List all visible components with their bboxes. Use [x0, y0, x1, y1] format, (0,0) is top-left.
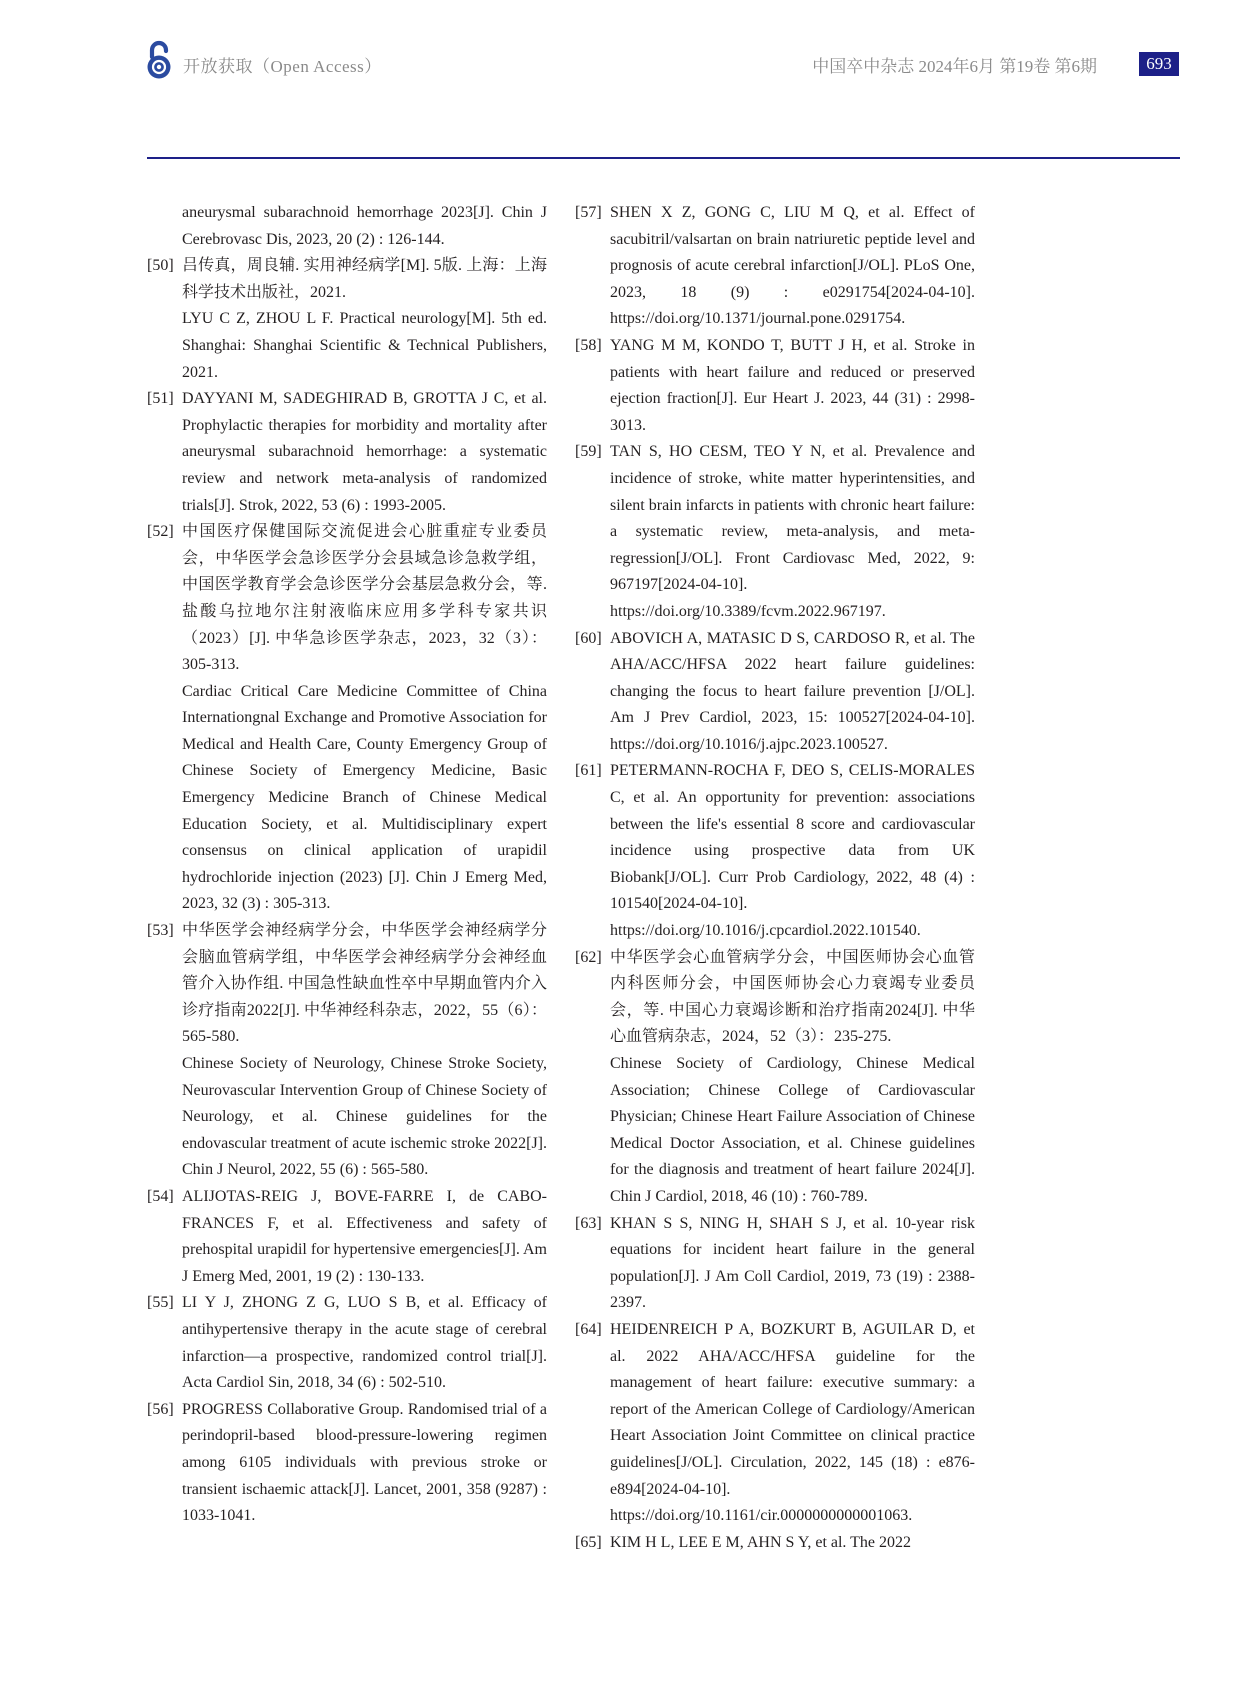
- journal-citation: 中国卒中杂志 2024年6月 第19卷 第6期: [812, 57, 1097, 76]
- reference-number: [63]: [575, 1214, 602, 1232]
- reference-entry: [147, 519, 547, 918]
- reference-text: TAN S, HO CESM, TEO Y N, et al. Prevalence and incidence of stroke, white matter hyperintensities, and silent brain infarcts in patients with chronic heart failure: a systematic review, meta-analysis, and meta-regression[J/OL]. Front Cardiovasc Med, 2022, 9: 967197[2024-04-10]. https://doi.org/10.3389/fcvm.2022.967197.: [610, 443, 975, 620]
- reference-text: SHEN X Z, GONG C, LIU M Q, et al. Effect of sacubitril/valsartan on brain natriuretic peptide level and prognosis of acute cerebral infarction[J/OL]. PLoS One, 2023, 18 (9) : e0291754[2024-04-10]. https://doi.org/10.1371/journal.pone.0291754.: [610, 204, 975, 328]
- page-header: [0, 0, 1241, 160]
- reference-text: ABOVICH A, MATASIC D S, CARDOSO R, et al. The AHA/ACC/HFSA 2022 heart failure guidelines: changing the focus to heart failure prevention [J/OL]. Am J Prev Cardiol, 2023, 15: 100527[2024-04-10]. https://doi.org/10.1016/j.ajpc.2023.100527.: [610, 629, 975, 753]
- reference-number: [53]: [147, 922, 174, 940]
- reference-number: [61]: [575, 762, 602, 780]
- reference-entry: [575, 1530, 975, 1557]
- reference-number: [64]: [575, 1320, 602, 1338]
- reference-entry: [575, 758, 975, 944]
- reference-entry: [575, 333, 975, 439]
- reference-number: [65]: [575, 1533, 602, 1551]
- reference-text: 中华医学会心血管病学分会，中国医师协会心血管内科医师分会，中国医师协会心力衰竭专业委员会，等. 中国心力衰竭诊断和治疗指南2024[J]. 中华心血管病杂志，2024，52（3）：235-275.: [610, 948, 975, 1046]
- reference-entry: [575, 1211, 975, 1317]
- reference-entry: [147, 1184, 547, 1290]
- reference-entry: [147, 1290, 547, 1396]
- reference-text: ALIJOTAS-REIG J, BOVE-FARRE I, de CABO-FRANCES F, et al. Effectiveness and safety of prehospital urapidil for hypertensive emergencies[J]. Am J Emerg Med, 2001, 19 (2) : 130-133.: [182, 1187, 547, 1285]
- reference-text: HEIDENREICH P A, BOZKURT B, AGUILAR D, et al. 2022 AHA/ACC/HFSA guideline for the management of heart failure: executive summary: a report of the American College of Cardiology/American Heart Association Joint Committee on clinical practice guidelines[J/OL]. Circulation, 2022, 145 (18) : e876-e894[2024-04-10]. https://doi.org/10.1161/cir.0000000000001063.: [610, 1320, 975, 1525]
- reference-number: [58]: [575, 336, 602, 354]
- reference-number: [56]: [147, 1400, 174, 1418]
- reference-text: Chinese Society of Neurology, Chinese Stroke Society, Neurovascular Intervention Group of Chinese Society of Neurology, et al. Chinese guidelines for the endovascular treatment of acute ischemic stroke 2022[J]. Chin J Neurol, 2022, 55 (6) : 565-580.: [182, 1055, 547, 1179]
- reference-text: DAYYANI M, SADEGHIRAD B, GROTTA J C, et al. Prophylactic therapies for morbidity and mortality after aneurysmal subarachnoid hemorrhage: a systematic review and network meta-analysis of randomized trials[J]. Strok, 2022, 53 (6) : 1993-2005.: [182, 390, 547, 514]
- reference-entry: [575, 1317, 975, 1530]
- reference-text: 吕传真，周良辅. 实用神经病学[M]. 5版. 上海：上海科学技术出版社，2021.: [182, 257, 547, 301]
- reference-text: Cardiac Critical Care Medicine Committee of China Internationgnal Exchange and Promotive Association for Medical and Health Care, County Emergency Group of Chinese Society of Emergency Medicine, Basic Emergency Medicine Branch of Chinese Medical Education Society, et al. Multidisciplinary expert consensus on clinical application of urapidil hydrochloride injection (2023) [J]. Chin J Emerg Med, 2023, 32 (3) : 305-313.: [182, 682, 547, 913]
- reference-text: KHAN S S, NING H, SHAH S J, et al. 10-year risk equations for incident heart failure in the general population[J]. J Am Coll Cardiol, 2019, 73 (19) : 2388-2397.: [610, 1214, 975, 1312]
- reference-entry: [575, 945, 975, 1211]
- open-access-label: 开放获取（Open Access）: [183, 57, 382, 76]
- reference-number: [52]: [147, 523, 174, 541]
- reference-entry: [147, 253, 547, 386]
- header-rule: [147, 157, 1180, 159]
- reference-number: [55]: [147, 1294, 174, 1312]
- reference-text: YANG M M, KONDO T, BUTT J H, et al. Stroke in patients with heart failure and reduced or preserved ejection fraction[J]. Eur Heart J. 2023, 44 (31) : 2998-3013.: [610, 336, 975, 434]
- open-access-lock-icon: [146, 40, 172, 80]
- references-left-column: [147, 200, 547, 1530]
- reference-number: [57]: [575, 204, 602, 221]
- reference-text: PROGRESS Collaborative Group. Randomised trial of a perindopril-based blood-pressure-lowering regimen among 6105 individuals with previous stroke or transient ischaemic attack[J]. Lancet, 2001, 358 (9287) : 1033-1041.: [182, 1400, 547, 1525]
- reference-text: 中国医疗保健国际交流促进会心脏重症专业委员会，中华医学会急诊医学分会县域急诊急救学组，中国医学教育学会急诊医学分会基层急救分会，等. 盐酸乌拉地尔注射液临床应用多学科专家共识（2023）[J]. 中华急诊医学杂志，2023，32（3）：305-313.: [182, 523, 547, 674]
- reference-text: PETERMANN-ROCHA F, DEO S, CELIS-MORALES C, et al. An opportunity for prevention: associations between the life's essential 8 score and cardiovascular incidence using prospective data from UK Biobank[J/OL]. Curr Prob Cardiology, 2022, 48 (4) : 101540[2024-04-10]. https://doi.org/10.1016/j.cpcardiol.2022.101540.: [610, 762, 975, 940]
- reference-number: [60]: [575, 629, 602, 647]
- reference-entry: [147, 918, 547, 1184]
- reference-number: [62]: [575, 948, 602, 966]
- reference-text: Chinese Society of Cardiology, Chinese Medical Association; Chinese College of Cardiovascular Physician; Chinese Heart Failure Association of Chinese Medical Doctor Association, et al. Chinese guidelines for the diagnosis and treatment of heart failure 2024[J]. Chin J Cardiol, 2018, 46 (10) : 760-789.: [610, 1055, 975, 1205]
- reference-entry: [147, 200, 547, 253]
- reference-entry: [575, 439, 975, 625]
- reference-number: [54]: [147, 1187, 174, 1205]
- reference-entry: [575, 626, 975, 759]
- reference-number: [51]: [147, 390, 174, 408]
- reference-text: KIM H L, LEE E M, AHN S Y, et al. The 2022: [610, 1533, 912, 1551]
- reference-entry: [147, 1397, 547, 1530]
- reference-text: aneurysmal subarachnoid hemorrhage 2023[J]. Chin J Cerebrovasc Dis, 2023, 20 (2) : 126-144.: [182, 204, 547, 248]
- reference-entry: [575, 200, 975, 333]
- reference-number: [50]: [147, 257, 174, 275]
- reference-text: 中华医学会神经病学分会，中华医学会神经病学分会脑血管病学组，中华医学会神经病学分会神经血管介入协作组. 中国急性缺血性卒中早期血管内介入诊疗指南2022[J]. 中华神经科杂志，2022，55（6）：565-580.: [182, 922, 547, 1046]
- page-number-badge: 693: [1139, 52, 1179, 76]
- references-right-column: [575, 200, 975, 1556]
- reference-number: [59]: [575, 443, 602, 461]
- reference-text: LYU C Z, ZHOU L F. Practical neurology[M]. 5th ed. Shanghai: Shanghai Scientific & Technical Publishers, 2021.: [182, 310, 547, 381]
- reference-text: LI Y J, ZHONG Z G, LUO S B, et al. Efficacy of antihypertensive therapy in the acute stage of cerebral infarction—a prospective, randomized control trial[J]. Acta Cardiol Sin, 2018, 34 (6) : 502-510.: [182, 1294, 547, 1392]
- reference-entry: [147, 386, 547, 519]
